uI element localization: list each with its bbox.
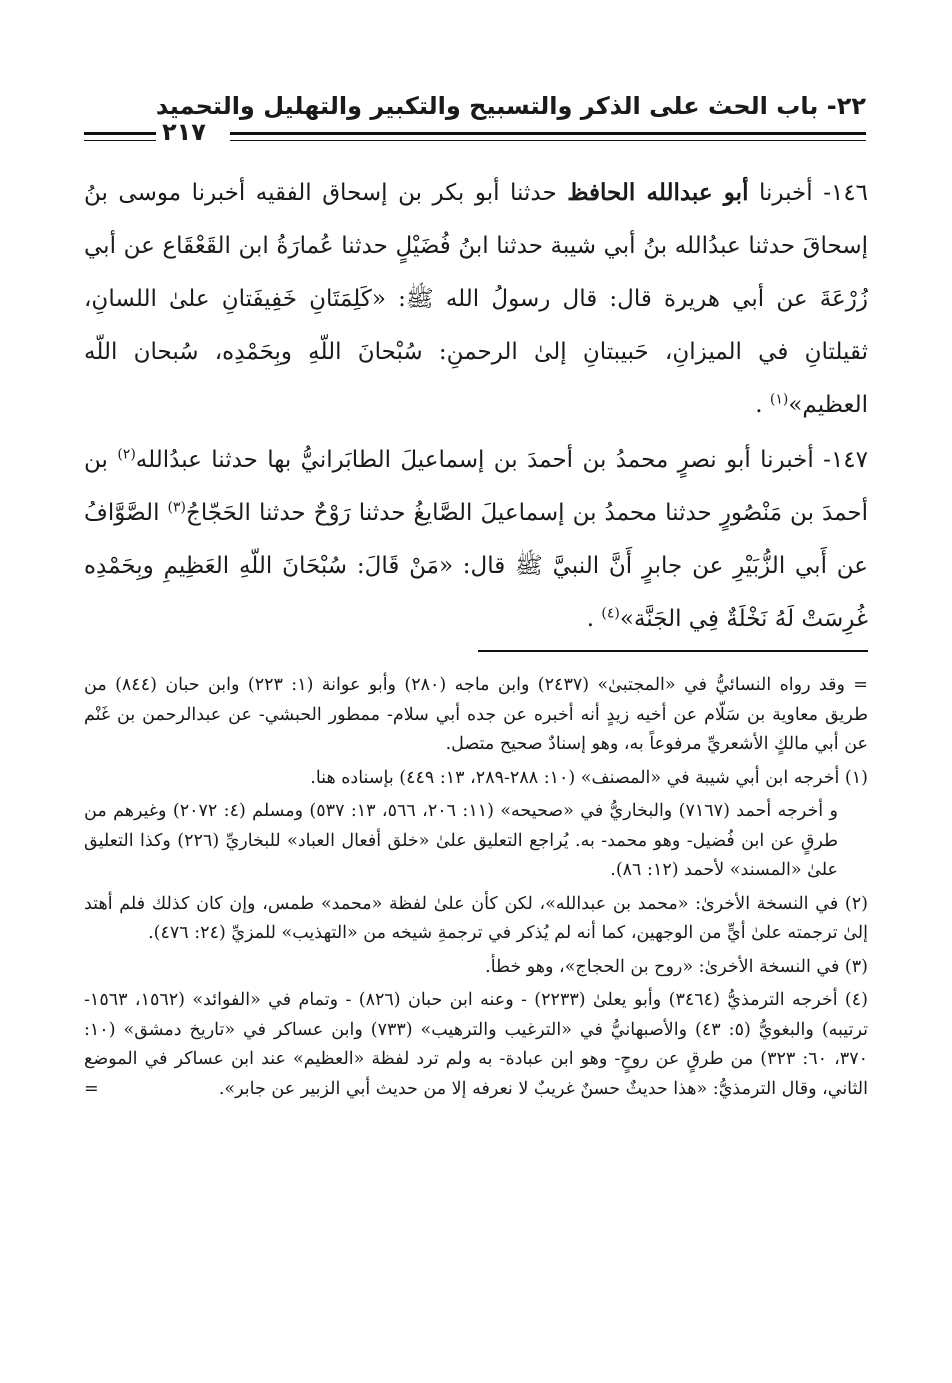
footnote-ref: (٣) <box>167 499 186 516</box>
footnote-4-text: (٤) أخرجه الترمذيُّ (٣٤٦٤) وأبو يعلىٰ (٢٢٣٣) - وعنه ابن حبان (٨٢٦) - وتمام في «الفوائد» (١٥٦٢، ١٥٦٣- ترتيبه) والبغويُّ (٥: ٤٣) والأصبهانيُّ في «الترغيب والترهيب» (٧٣٣) وابن عساكر في «تاريخ دمشق» (١٠: ٣٧٠، ٦٠: ٣٢٣) من طرقٍ عن روحٍ- وهو ابن عبادة- به ولم ترد لفظة «العظيم» عند ابن عساكر في الموضع الثاني، وقال الترمذيُّ: «هذا حديثٌ حسنٌ غريبٌ لا نعرفه إلا من حديث أبي الزبير عن جابر». <box>84 990 868 1099</box>
chapter-title: ٢٢- باب الحث على الذكر والتسبيح والتكبير والتهليل والتحميد <box>155 92 866 120</box>
header-rule <box>230 132 866 141</box>
hadith-end: . <box>586 606 595 632</box>
footnote-divider <box>478 650 868 652</box>
page-number-rule <box>84 132 156 141</box>
hadith-number: ١٤٦- <box>823 180 869 206</box>
hadith-end: . <box>755 392 763 418</box>
footnote-2: (٢) في النسخة الأخرىٰ: «محمد بن عبدالله»، لكن كأن علىٰ لفظة «محمد» طمس، وإن كان كذلك فلم أهتد إلىٰ ترجمته علىٰ أيٍّ من الوجهين، كما أنه لم يُذكر في ترجمةِ شيخه من «التهذيب» للمزيِّ (٢٤: ٤٧٦). <box>84 893 868 943</box>
hadith-text: أخبرنا أبو نصرٍ محمدُ بن أحمدَ بن إسماعيلَ الطابَرانيُّ بها حدثنا عبدُالله <box>135 447 814 473</box>
hadith-text: حدثنا أبو بكر بن إسحاق الفقيه أخبرنا موسى بنُ إسحاقَ حدثنا عبدُالله بنُ أبي شيبة حدثنا ابنُ فُضَيْلٍ حدثنا عُمارَةُ ابن القَعْقَاع عن أبي زُرْعَةَ عن أبي هريرة قال: قال رسولُ الله ﷺ: «كَلِمَتَانِ خَفِيفَتانِ علىٰ اللسانِ، ثقيلتانِ في الميزانِ، حَبيبتانِ إلىٰ الرحمنِ: سُبْحانَ اللّهِ وبِحَمْدِه، سُبحان اللّه العظيم» <box>84 180 868 418</box>
hadith-text: بن أحمدَ بن مَنْصُورٍ حدثنا محمدُ بن إسماعيلَ الصَّايغُ حدثنا رَوْحٌ حدثنا الحَجّاجُ <box>84 447 868 526</box>
hadith-number: ١٤٧- <box>823 447 869 473</box>
footnote-ref: (٢) <box>117 446 136 463</box>
page-header <box>84 92 866 148</box>
footnote-1-cont: و أخرجه أحمد (٧١٦٧) والبخاريُّ في «صحيحه» (١١: ٢٠٦، ٥٦٦، ١٣: ٥٣٧) ومسلم (٤: ٢٠٧٢) وغيرهم من طرقٍ عن ابن فُضيل- وهو محمد- به. يُراجع التعليق علىٰ «خلق أفعال العباد» للبخاريِّ (٢٢٦) وكذا التعليق علىٰ «المسند» لأحمد (١٢: ٨٦). <box>84 801 838 880</box>
continuation-mark: = <box>84 1078 99 1099</box>
footnote-continuation: = وقد رواه النسائيُّ في «المجتبىٰ» (٢٤٣٧) وابن ماجه (٢٨٠) وأبو عوانة (١: ٢٢٣) وابن حبان (٨٤٤) من طريق معاوية بن سَلّام عن أخيه زيدٍ أنه أخبره عن جده أبي سلام- ممطور الحبشي- عن عبدالرحمن بن غَنْم عن أبي مالكٍ الأشعريِّ مرفوعاً به، وهو إسنادٌ صحيح متصل. <box>84 675 868 754</box>
footnote-1: (١) أخرجه ابن أبي شيبة في «المصنف» (١٠: ٢٨٨-٢٨٩، ١٣: ٤٤٩) بإسناده هنا. <box>310 767 868 788</box>
footnotes <box>84 671 868 1108</box>
narrator-name: أبو عبدالله الحافظ <box>567 179 749 206</box>
hadith-146 <box>84 166 868 432</box>
footnote-ref: (١) <box>769 391 789 408</box>
footnote-4 <box>84 986 868 1104</box>
hadith-text: أخبرنا <box>759 180 813 206</box>
hadith-147 <box>84 434 868 646</box>
footnote-ref: (٤) <box>601 605 620 622</box>
hadith-text: الصَّوَّافُ عن أَبي الزُّبَيْرِ عن جابرٍ أَنَّ النبيَّ ﷺ قال: «مَنْ قَالَ: سُبْحَانَ اللّهِ العَظِيمِ وبِحَمْدِه غُرِسَتْ لَهُ نَخْلَةٌ فِي الجَنَّة» <box>84 500 868 632</box>
page-number: ٢١٧ <box>162 118 206 146</box>
footnote-3: (٣) في النسخة الأخرىٰ: «روح بن الحجاج»، وهو خطأ. <box>485 956 868 977</box>
